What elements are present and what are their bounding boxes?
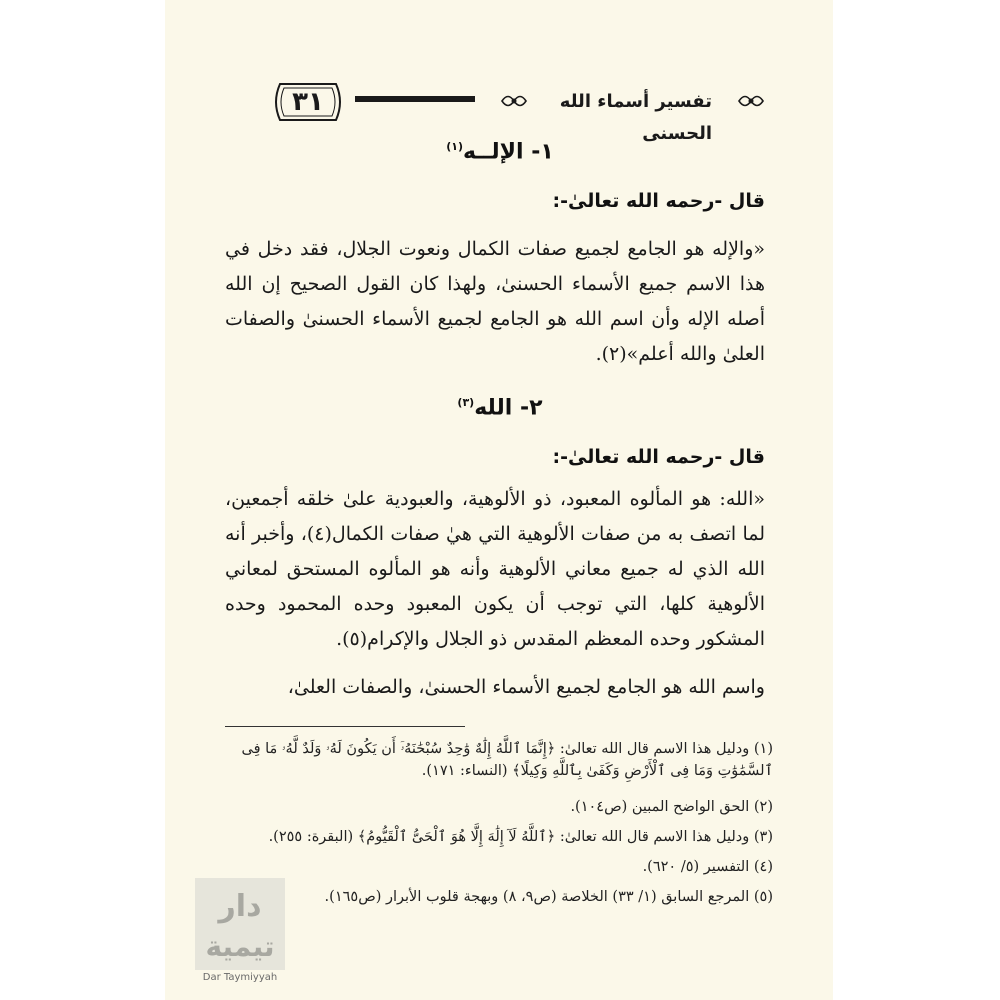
book-page bbox=[165, 0, 833, 1000]
section-heading bbox=[365, 386, 635, 420]
paragraph: واسم الله هو الجامع لجميع الأسماء الحسنىٰ، والصفات العلىٰ، bbox=[287, 676, 765, 698]
section-heading-text: ١- الإلــه bbox=[462, 139, 554, 165]
attribution: قال -رحمه الله تعالىٰ-: bbox=[552, 446, 765, 468]
footnote-ref: (٣) bbox=[457, 396, 475, 409]
footnote: (١) ودليل هذا الاسم قال الله تعالىٰ: ﴿إِنَّمَا ٱللَّهُ إِلَٰهٌ وَٰحِدٌ سُبْحَٰنَهُۥٓ أَن يَكُونَ لَهُۥ وَلَدٌ لَّهُۥ مَا فِى ٱلسَّمَٰوَٰتِ وَمَا فِى ٱلْأَرْضِ وَكَفَىٰ بِٱللَّهِ وَكِيلًا﴾ (النساء: ١٧١). bbox=[241, 741, 773, 779]
footnote-ref: (١) bbox=[446, 140, 463, 153]
footnote: (٢) الحق الواضح المبين (ص١٠٤). bbox=[570, 799, 773, 815]
footnote: (٤) التفسير (٥/ ٦٢٠). bbox=[642, 859, 773, 875]
footnote: (٥) المرجع السابق (١/ ٣٣) الخلاصة (ص٩، ٨) وبهجة قلوب الأبرار (ص١٦٥). bbox=[324, 889, 773, 905]
svg-text:دار: دار bbox=[218, 889, 262, 924]
svg-text:تيمية: تيمية bbox=[205, 930, 275, 963]
publisher-logo bbox=[195, 878, 285, 970]
paragraph: «والإله هو الجامع لجميع صفات الكمال ونعوت الجلال، فقد دخل في هذا الاسم جميع الأسماء الحسنىٰ، ولهذا كان القول الصحيح إن الله أصله الإله وأن اسم الله هو الجامع لجميع الأسماء الحسنىٰ والصفات العلىٰ والله أعلم»(٢). bbox=[225, 238, 765, 365]
page-number: ٣١ bbox=[292, 87, 324, 117]
publisher-caption: Dar Taymiyyah bbox=[202, 972, 278, 983]
section-heading bbox=[365, 130, 635, 164]
footnote-divider bbox=[225, 726, 465, 727]
ornament-right-icon bbox=[737, 90, 765, 112]
running-title: تفسير أسماء الله الحسنى bbox=[559, 91, 712, 144]
attribution: قال -رحمه الله تعالىٰ-: bbox=[552, 190, 765, 212]
section-heading-text: ٢- الله bbox=[474, 395, 543, 421]
footnote: (٣) ودليل هذا الاسم قال الله تعالىٰ: ﴿ٱللَّهُ لَآ إِلَٰهَ إِلَّا هُوَ ٱلْحَىُّ ٱلْقَيُّومُ﴾ (البقرة: ٢٥٥). bbox=[268, 829, 773, 845]
header-rule bbox=[355, 96, 475, 106]
paragraph: «الله: هو المألوه المعبود، ذو الألوهية، والعبودية علىٰ خلقه أجمعين، لما اتصف به من صفات الألوهية التي هيٰ صفات الكمال(٤)، وأخبر أنه الله الذي له جميع معاني الألوهية وأنه هو المألوه المستحق لمعاني الألوهية كلها، التي توجب أن يكون المعبود وحده المحمود وحده المشكور وحده المعظم المقدس ذو الجلال والإكرام(٥). bbox=[225, 488, 766, 650]
